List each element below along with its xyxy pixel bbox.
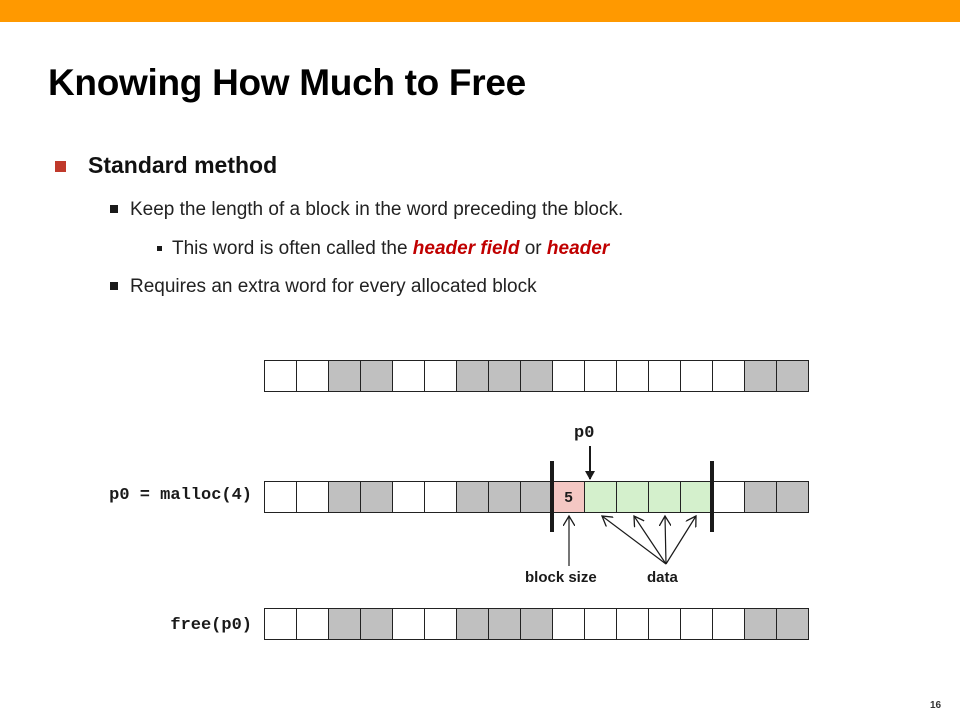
slide-title: Knowing How Much to Free <box>48 62 526 103</box>
bullet-text-mid: or <box>519 238 547 259</box>
row-label-malloc: p0 = malloc(4) <box>109 486 252 505</box>
header-word-cell: 5 <box>552 481 585 513</box>
pointer-label-p0: p0 <box>574 424 595 443</box>
data-arrow-icon <box>634 516 666 564</box>
bullet-text-pre: This word is often called the <box>172 238 413 259</box>
bullet-text: Requires an extra word for every allocated block <box>130 276 537 297</box>
data-arrow-icon <box>602 516 666 564</box>
annotation-block-size: block size <box>525 569 597 586</box>
data-arrow-icon <box>665 516 666 564</box>
data-arrow-icon <box>666 516 696 564</box>
term-header-field: header field <box>412 238 520 259</box>
annotation-data: data <box>647 569 678 586</box>
term-header: header <box>546 238 610 259</box>
bullet-text: Keep the length of a block in the word preceding the block. <box>130 199 624 220</box>
row-label-free: free(p0) <box>170 616 252 635</box>
bullet-text: Standard method <box>88 152 278 178</box>
page-number: 16 <box>930 700 942 711</box>
